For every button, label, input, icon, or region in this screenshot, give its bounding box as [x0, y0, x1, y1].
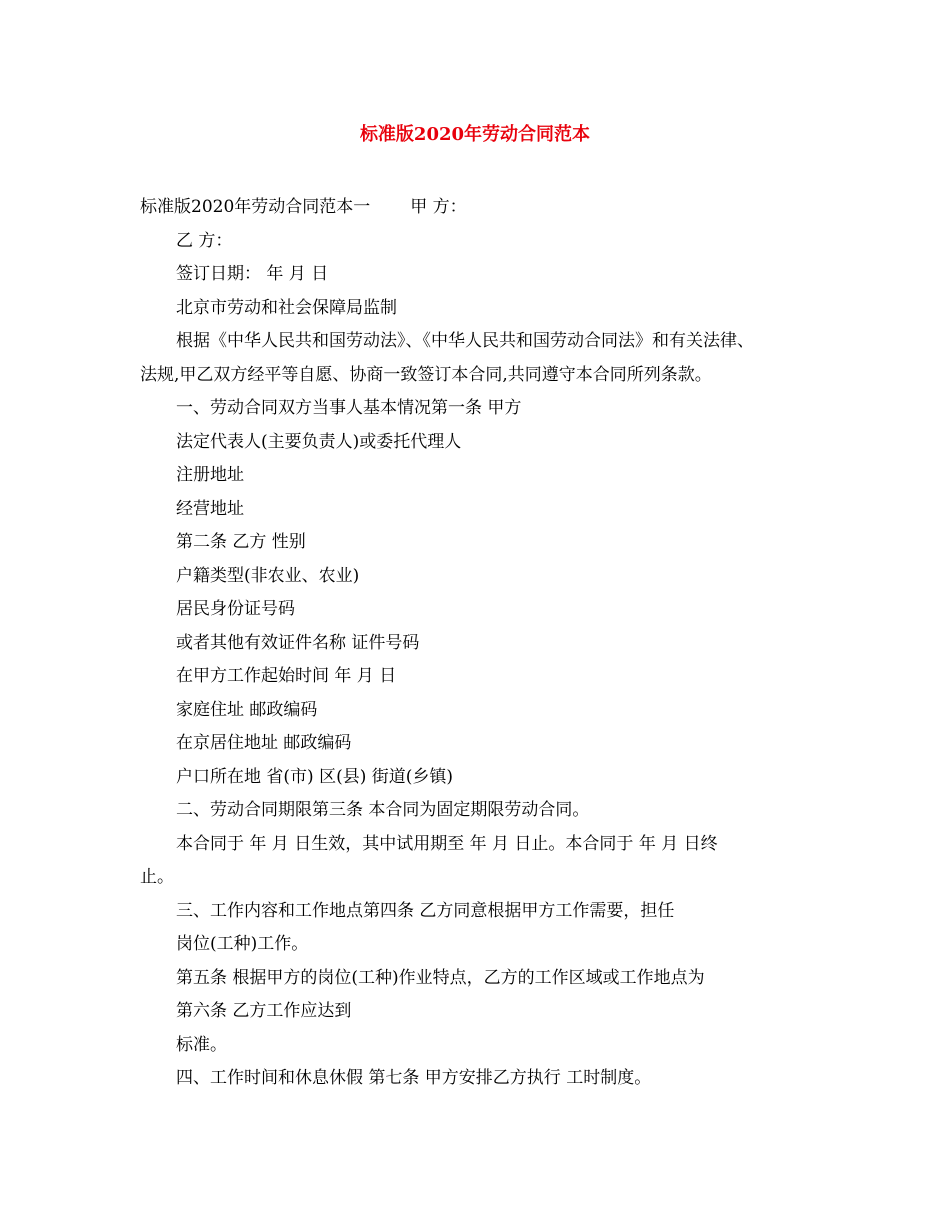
paragraph-line: 签订日期： 年 月 日	[176, 264, 329, 284]
paragraph-line	[140, 191, 820, 225]
paragraph-line: 三、工作内容和工作地点第四条 乙方同意根据甲方工作需要，担任	[176, 900, 675, 921]
paragraph-line: 户籍类型(非农业、农业)	[176, 565, 360, 586]
paragraph-line: 北京市劳动和社会保障局监制	[176, 297, 397, 318]
contract-heading: 标准版2020年劳动合同范本一	[140, 197, 371, 217]
paragraph-line: 二、劳动合同期限第三条 本合同为固定期限劳动合同。	[176, 800, 590, 820]
paragraph-line: 止。	[140, 867, 174, 887]
paragraph-line: 乙 方：	[176, 230, 233, 251]
paragraph-line: 法定代表人(主要负责人)或委托代理人	[176, 431, 462, 452]
paragraph-line: 户口所在地 省(市) 区(县) 街道(乡镇)	[176, 766, 454, 787]
paragraph-line: 第五条 根据甲方的岗位(工种)作业特点，乙方的工作区域或工作地点为	[176, 967, 705, 988]
paragraph-line: 第二条 乙方 性别	[176, 532, 306, 552]
document-title: 标准版2020年劳动合同范本	[359, 124, 591, 145]
paragraph-line: 岗位(工种)工作。	[176, 934, 309, 954]
paragraph-line: 经营地址	[176, 498, 244, 519]
paragraph-line: 根据《中华人民共和国劳动法》、《中华人民共和国劳动合同法》和有关法律、	[176, 331, 754, 351]
paragraph-line: 第六条 乙方工作应达到	[176, 1001, 352, 1021]
paragraph-line: 法规,甲乙双方经平等自愿、协商一致签订本合同,共同遵守本合同所列条款。	[140, 364, 712, 385]
document-body	[140, 191, 820, 1096]
paragraph-line: 四、工作时间和休息休假 第七条 甲方安排乙方执行 工时制度。	[176, 1068, 652, 1088]
paragraph-line: 一、劳动合同双方当事人基本情况第一条 甲方	[176, 398, 522, 418]
paragraph-line: 标准。	[176, 1034, 227, 1055]
party-a-label: 甲 方：	[410, 197, 467, 217]
paragraph-line: 或者其他有效证件名称 证件号码	[176, 632, 420, 653]
paragraph-line: 家庭住址 邮政编码	[176, 699, 318, 720]
paragraph-line: 注册地址	[176, 465, 244, 485]
paragraph-line: 在京居住地址 邮政编码	[176, 733, 352, 753]
paragraph-line: 在甲方工作起始时间 年 月 日	[176, 666, 397, 686]
paragraph-line: 居民身份证号码	[176, 599, 295, 619]
paragraph-line: 本合同于 年 月 日生效，其中试用期至 年 月 日止。本合同于 年 月 日终	[176, 833, 718, 854]
